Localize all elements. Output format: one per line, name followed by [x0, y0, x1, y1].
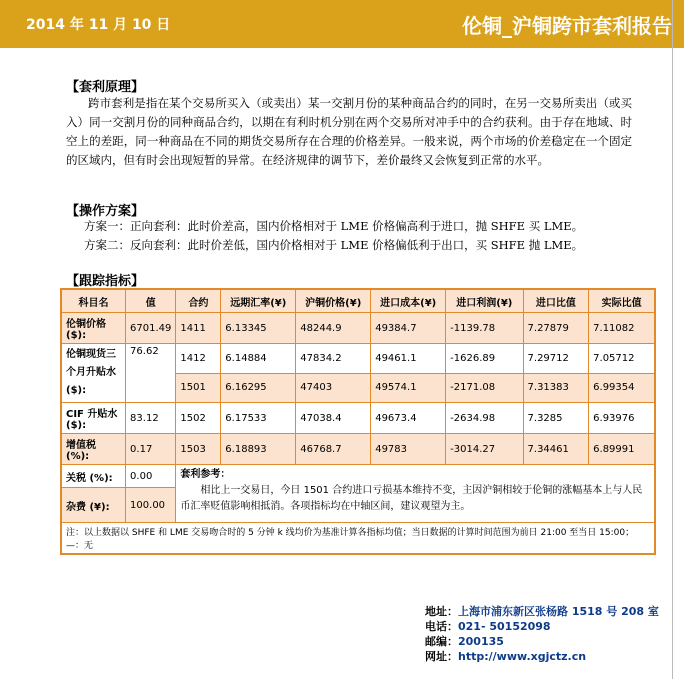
- import-profit-cell: -3014.27: [446, 434, 523, 465]
- shfe-price-cell: 46768.7: [296, 434, 371, 465]
- import-profit-cell: -1139.78: [446, 313, 523, 344]
- col-header: 进口利润(¥): [446, 289, 523, 313]
- actual-ratio-cell: 6.89991: [589, 434, 655, 465]
- import-profit-cell: -2634.98: [446, 403, 523, 434]
- plan-two: 方案二：反向套利：此时价差低，国内价格相对于 LME 价格偏低利于出口，买 SHFE 抛 LME。: [84, 238, 584, 252]
- forward-rate-cell: 6.16295: [221, 373, 296, 403]
- principle-body: 跨市套利是指在某个交易所买入（或卖出）某一交割月份的某种商品合约的同时，在另一交易所卖出（或买入）同一交割月份的同种商品合约，以期在有利时机分别在两个交易所对冲手中的合约获利。由于存在地域、时空上的差距，同一种商品在不同的期货交易所存在合理的价格差异。一般来说，两个市场的价差稳定在一个固定的区域内，但有时会出现短暂的异常。在经济规律的调节下，差价最终又会恢复到正常的水平。: [66, 96, 632, 167]
- table-header-row: [61, 289, 655, 313]
- footnote-row: [61, 523, 655, 555]
- table-row: [61, 313, 655, 344]
- contact-footer: [425, 604, 659, 664]
- actual-ratio-cell: 7.05712: [589, 344, 655, 374]
- tariff-label: 关税 (%):: [61, 465, 126, 488]
- import-profit-cell: -1626.89: [446, 344, 523, 374]
- row-label: 伦铜价格($):: [61, 313, 126, 344]
- import-ratio-cell: 7.29712: [523, 344, 589, 374]
- actual-ratio-cell: 6.99354: [589, 373, 655, 403]
- shfe-price-cell: 47038.4: [296, 403, 371, 434]
- page-edge-line: [672, 0, 673, 679]
- phone-line: [425, 619, 659, 634]
- plans-title: 【操作方案】: [66, 204, 145, 219]
- shfe-price-cell: 47403: [296, 373, 371, 403]
- website-label: 网址：: [425, 650, 458, 663]
- shfe-price-cell: 48244.9: [296, 313, 371, 344]
- import-ratio-cell: 7.27879: [523, 313, 589, 344]
- col-header: 进口成本(¥): [371, 289, 446, 313]
- forward-rate-cell: 6.17533: [221, 403, 296, 434]
- col-header: 合约: [176, 289, 221, 313]
- row-label: CIF 升贴水($):: [61, 403, 126, 434]
- website-line: [425, 649, 659, 664]
- shfe-price-cell: 47834.2: [296, 344, 371, 374]
- import-cost-cell: 49461.1: [371, 344, 446, 374]
- import-ratio-cell: 7.31383: [523, 373, 589, 403]
- address-label: 地址：: [425, 605, 458, 618]
- import-cost-cell: 49384.7: [371, 313, 446, 344]
- actual-ratio-cell: 7.11082: [589, 313, 655, 344]
- col-header: 科目名: [61, 289, 126, 313]
- contract-cell: 1503: [176, 434, 221, 465]
- row-label: 增值税 (%):: [61, 434, 126, 465]
- row-label: 伦铜现货三个月升贴水($):: [61, 344, 126, 403]
- table-row: [61, 434, 655, 465]
- import-cost-cell: 49673.4: [371, 403, 446, 434]
- import-cost-cell: 49574.1: [371, 373, 446, 403]
- table-row: [61, 465, 655, 488]
- report-title: 伦铜_沪铜跨市套利报告: [462, 14, 672, 38]
- contract-cell: 1502: [176, 403, 221, 434]
- table-footnote: 注：以上数据以 SHFE 和 LME 交易吻合时的 5 分钟 k 线均价为基准计算各指标均值；当日数据的计算时间范围为前日 21:00 至当日 15:00；—：无: [61, 523, 655, 555]
- table-row: [61, 403, 655, 434]
- arbitrage-note: [176, 465, 655, 523]
- phone-value: 021- 50152098: [458, 620, 551, 633]
- postcode-value: 200135: [458, 635, 504, 648]
- col-header: 沪铜价格(¥): [296, 289, 371, 313]
- import-cost-cell: 49783: [371, 434, 446, 465]
- row-value: 83.12: [126, 403, 176, 434]
- col-header: 值: [126, 289, 176, 313]
- misc-fee-value: 100.00: [126, 488, 176, 523]
- contract-cell: 1501: [176, 373, 221, 403]
- row-value: 76.62: [126, 344, 176, 403]
- import-ratio-cell: 7.3285: [523, 403, 589, 434]
- note-heading: 套利参考：: [180, 469, 231, 480]
- import-profit-cell: -2171.08: [446, 373, 523, 403]
- col-header: 实际比值: [589, 289, 655, 313]
- address-line: [425, 604, 659, 619]
- report-date: 2014 年 11 月 10 日: [26, 17, 171, 33]
- contract-cell: 1412: [176, 344, 221, 374]
- col-header: 远期汇率(¥): [221, 289, 296, 313]
- forward-rate-cell: 6.13345: [221, 313, 296, 344]
- postcode-label: 邮编：: [425, 635, 458, 648]
- table-row: [61, 344, 655, 374]
- actual-ratio-cell: 6.93976: [589, 403, 655, 434]
- col-header: 进口比值: [523, 289, 589, 313]
- forward-rate-cell: 6.18893: [221, 434, 296, 465]
- forward-rate-cell: 6.14884: [221, 344, 296, 374]
- tracking-title: 【跟踪指标】: [66, 274, 145, 289]
- phone-label: 电话：: [425, 620, 458, 633]
- tariff-value: 0.00: [126, 465, 176, 488]
- postcode-line: [425, 634, 659, 649]
- contract-cell: 1411: [176, 313, 221, 344]
- report-header: [0, 0, 684, 48]
- plan-one: 方案一：正向套利：此时价差高，国内价格相对于 LME 价格偏高利于进口，抛 SHFE 买 LME。: [84, 219, 584, 233]
- import-ratio-cell: 7.34461: [523, 434, 589, 465]
- row-value: 6701.49: [126, 313, 176, 344]
- tracking-table: [60, 288, 656, 555]
- principle-title: 【套利原理】: [66, 80, 145, 95]
- misc-fee-label: 杂费 (¥):: [61, 488, 126, 523]
- website-link[interactable]: http://www.xgjctz.cn: [458, 650, 587, 663]
- address-value: 上海市浦东新区张杨路 1518 号 208 室: [458, 605, 659, 618]
- row-value: 0.17: [126, 434, 176, 465]
- note-body: 相比上一交易日，今日 1501 合约进口亏损基本维持不变，主因沪铜相较于伦铜的涨幅基本上与人民币汇率贬值影响相抵消。各项指标均在中轴区间，建议观望为主。: [180, 485, 643, 512]
